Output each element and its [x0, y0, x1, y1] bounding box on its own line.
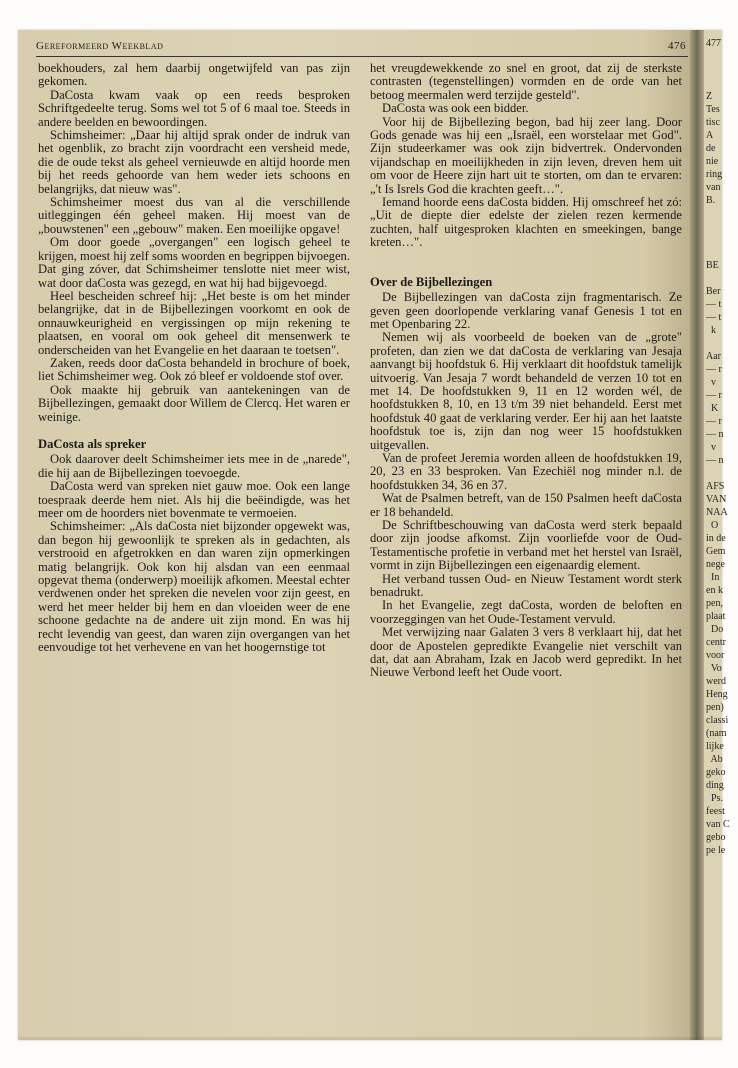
paragraph: De Bijbellezingen van daCosta zijn fragmentarisch. Ze geven geen doorlopende verklaring vanaf Genesis 1 tot en met Openbaring 22.: [370, 290, 682, 331]
paragraph: Nemen wij als voorbeeld de boeken van de „grote" profeten, dan zien we dat daCosta de verklaring van Jesaja aanvangt bij hoofdstuk 6. Hij verklaart dit hoofdstuk tamelijk uitvoerig. Van Jesaja 7 wordt behandeld de verzen 10 tot en met 14. De hoofdstukken 9, 11 en 12 worden wél, de hoofdstukken 8, 10, en 13 t/m 39 niet behandeld. Eerst met hoofdstuk 40 gaat de verklaring verder. Eer hij aan het laatste hoofdstuk toe is, zijn dan nog weer 15 hoofdstukken uitgevallen.: [370, 330, 682, 452]
paragraph: Wat de Psalmen betreft, van de 150 Psalmen heeft daCosta er 18 behandeld.: [370, 491, 682, 519]
paragraph: Iemand hoorde eens daCosta bidden. Hij omschreef het zó: „Uit de diepte dier edelste der zielen rezen kermende zuchten, half uitgesproken klachten en smeekingen, bange kreten…".: [370, 195, 682, 250]
paragraph: In het Evangelie, zegt daCosta, worden de beloften en voorzeggingen van het Oude-Testament vervuld.: [370, 598, 682, 626]
page-fold: [690, 30, 704, 1040]
paragraph: Zaken, reeds door daCosta behandeld in brochure of boek, liet Schimsheimer weg. Ook zó bleef er voldoende stof over.: [38, 355, 350, 384]
paragraph: DaCosta werd van spreken niet gauw moe. Ook een lange toespraak deerde hem niet. Als hij die beëindigde, was het meer om de hoorders niet bovenmate te vermoeien.: [38, 479, 350, 520]
paragraph: Van de profeet Jeremia worden alleen de hoofdstukken 19, 20, 23 en 33 besproken. Van Ezechiël nog minder n.l. de hoofdstukken 34, 36 en 37.: [370, 450, 682, 492]
paragraph: Schimsheimer: „Als daCosta niet bijzonder opgewekt was, dan begon hij gewoonlijk te spreken als in gedachten, als verstrooid en afgetrokken en dan waren zijn opmerkingen matig belangrijk. Ook kon hij alsdan van een eenmaal opgevat thema (onderwerp) moeilijk afkomen. Meestal echter verdwenen onder het spreken die nevelen voor zijn geest, en werd het meer helder bij hem en dan vloeiden weer de ene schoone gedachte na de andere uit zijn mond. En was hij recht levendig van geest, dan waren zijn overgangen van het eenvoudige tot het verhevene en van het hoogernstige tot: [38, 519, 350, 655]
page-number: 476: [668, 40, 686, 52]
paragraph: Voor hij de Bijbellezing begon, bad hij zeer lang. Door Gods genade was hij een „Israël, een worstelaar met God". Zijn studeerkamer was ook zijn bidvertrek. Ondervonden vijandschap en moeilijkheden in zijn leven, dreven hem uit om voor de Heere zijn hart uit te storten, om dan te ervaren: „'t Is Isrels God die krachten geeft…".: [370, 114, 682, 196]
paragraph: Heel bescheiden schreef hij: „Het beste is om het minder belangrijke, dat in de Bijbellezingen voorkomt en ook de onnauwkeurigheid en vergissingen op mijn rekening te plaatsen, en vooral om ook geheel dit mensenwerk te onderscheiden van het Evangelie en het daaraan te toetsen".: [38, 288, 350, 357]
next-page-fragment: Z Tes tisc A de nie ring van B. BE Ber — t — t k Aar — r v — r K — r — n v — n AFS VAN NAA O in de Gem nege In en k pen, plaat Do centr voor Vo werd Heng pen) classi (nam lijke Ab geko ding Ps. feest van C gebo pe le: [706, 91, 730, 856]
next-page-number: 477: [706, 38, 721, 49]
paragraph: Schimsheimer: „Daar hij altijd sprak onder de indruk van het ogenblik, zo bracht zijn voordracht een versheid mede, die de oude tekst als geheel vernieuwde en altijd hoorde men bij het reeds gehoorde van hem weder iets schoons en belangrijks, dat nieuw was".: [38, 128, 350, 196]
page-shadow: [18, 1037, 722, 1040]
page-477-edge: [704, 30, 730, 1040]
paragraph: boekhouders, zal hem daarbij ongetwijfeld van pas zijn gekomen.: [38, 61, 350, 89]
scanned-page: [18, 30, 730, 1040]
paragraph: DaCosta kwam vaak op een reeds besproken Schriftgedeelte terug. Soms wel tot 5 of 6 maal toe. Steeds in andere beelden en bewoordingen.: [38, 87, 350, 129]
paragraph: het vreugdewekkende zo snel en groot, dat zij de sterkste contrasten (tegenstellingen) vormden en de orde van het betoog meermalen werd terzijde gesteld".: [370, 61, 682, 102]
left-column: [38, 62, 350, 654]
paragraph: Ook maakte hij gebruik van aantekeningen van de Bijbellezingen, gemaakt door Willem de Clercq. Het waren er weinige.: [38, 382, 350, 424]
section-heading: DaCosta als spreker: [38, 436, 147, 451]
paragraph: Schimsheimer moest dus van al die verschillende uitleggingen één geheel maken. Hij moest van de „bouwstenen" een „gebouw" maken. Een moeilijke opgave!: [38, 195, 350, 236]
paragraph: Met verwijzing naar Galaten 3 vers 8 verklaart hij, dat het door de Apostelen gepredikte Evangelie niet verschilt van dat, dat aan Abraham, Izak en Jacob werd gepredikt. In het Nieuwe Verbond leeft het Oude voort.: [370, 625, 682, 680]
page-476: [18, 30, 698, 1040]
publication-title: Gereformeerd Weekblad: [36, 40, 164, 52]
paragraph: DaCosta was ook een bidder.: [382, 101, 529, 116]
paragraph: Om door goede „overgangen" een logisch geheel te krijgen, moest hij zelf soms woorden en begrippen bijvoegen. Dat ging zóver, dat Schimsheimer tenslotte niet meer wist, wat door daCosta was gezegd, en wat hij had bijgevoegd.: [38, 235, 350, 290]
section-heading: Over de Bijbellezingen: [370, 274, 493, 289]
paragraph: De Schriftbeschouwing van daCosta werd sterk bepaald door zijn joodse afkomst. Zijn voorliefde voor de Oud-Testamentische profetie in verband met het herstel van Israël, vormt in zijn Bijbellezingen een eigenaardig element.: [370, 518, 682, 573]
right-column: [370, 62, 682, 680]
paragraph: Het verband tussen Oud- en Nieuw Testament wordt sterk benadrukt.: [370, 571, 682, 600]
running-head: [36, 40, 688, 57]
paragraph: Ook daarover deelt Schimsheimer iets mee in de „narede", die hij aan de Bijbellezingen toevoegde.: [38, 452, 350, 480]
